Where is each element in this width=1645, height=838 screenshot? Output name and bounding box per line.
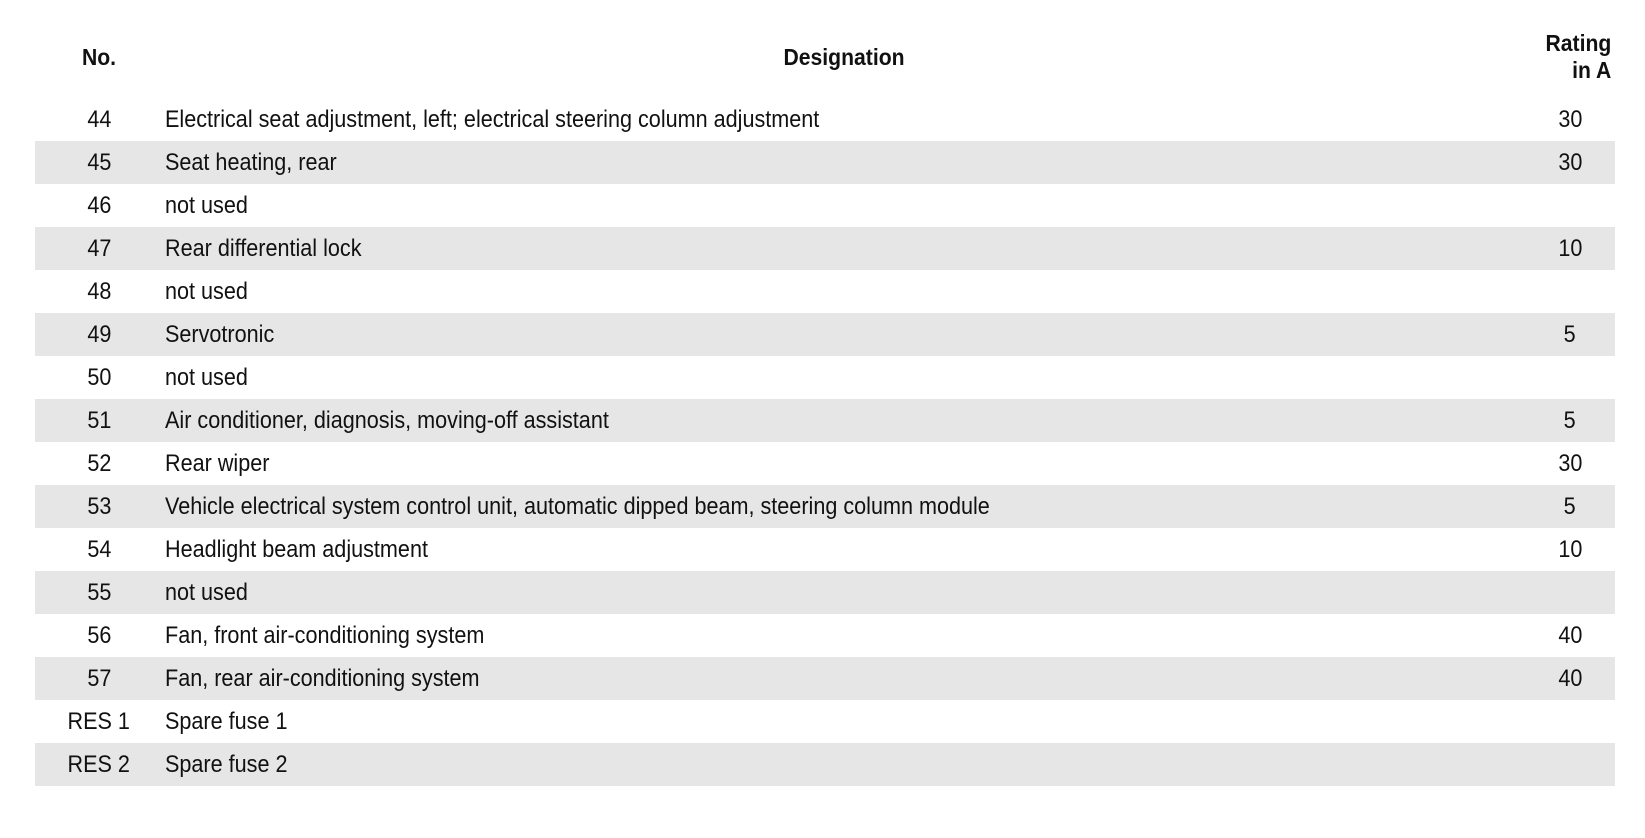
table-row (35, 657, 1615, 700)
fuse-rating: 40 (1557, 621, 1583, 649)
fuse-rating-cell (1525, 657, 1615, 700)
fuse-designation-cell (163, 743, 1525, 786)
table-row (35, 571, 1615, 614)
fuse-designation: Servotronic (165, 320, 275, 348)
fuse-rating-cell (1525, 442, 1615, 485)
fuse-designation-cell (163, 227, 1525, 270)
table-header (35, 30, 1615, 84)
fuse-rating-cell (1525, 528, 1615, 571)
fuse-number: 50 (86, 363, 112, 391)
fuse-number-cell (35, 700, 163, 743)
fuse-number-cell (35, 184, 163, 227)
table-row (35, 184, 1615, 227)
fuse-designation: Rear wiper (165, 449, 270, 477)
fuse-number: 55 (86, 578, 112, 606)
fuse-number-cell (35, 356, 163, 399)
fuse-designation-cell (163, 270, 1525, 313)
table-row (35, 442, 1615, 485)
fuse-number: 44 (86, 105, 112, 133)
table-row (35, 743, 1615, 786)
fuse-number-cell (35, 98, 163, 141)
fuse-number: 56 (86, 621, 112, 649)
fuse-rating-cell (1525, 98, 1615, 141)
table-row (35, 270, 1615, 313)
fuse-number: RES 1 (67, 707, 131, 735)
fuse-rating-cell (1525, 356, 1615, 399)
fuse-designation-cell (163, 141, 1525, 184)
fuse-number: 53 (86, 492, 112, 520)
fuse-designation: Spare fuse 1 (165, 707, 288, 735)
fuse-number: 49 (86, 320, 112, 348)
fuse-rating-cell (1525, 485, 1615, 528)
table-row (35, 700, 1615, 743)
fuse-rating: 5 (1563, 406, 1577, 434)
fuse-rating-cell (1525, 313, 1615, 356)
fuse-number: 47 (86, 234, 112, 262)
fuse-designation-cell (163, 313, 1525, 356)
table-row (35, 485, 1615, 528)
fuse-designation: Fan, rear air-conditioning system (165, 664, 480, 692)
fuse-number-cell (35, 571, 163, 614)
fuse-designation: Spare fuse 2 (165, 750, 288, 778)
fuse-number-cell (35, 270, 163, 313)
fuse-rating-cell (1525, 700, 1615, 743)
fuse-designation: not used (165, 191, 248, 219)
fuse-number: 48 (86, 277, 112, 305)
fuse-number: 57 (86, 664, 112, 692)
fuse-designation-cell (163, 485, 1525, 528)
fuse-designation: Vehicle electrical system control unit, automatic dipped beam, steering column module (165, 492, 990, 520)
table-row (35, 399, 1615, 442)
fuse-designation-cell (163, 184, 1525, 227)
fuse-number-cell (35, 614, 163, 657)
fuse-designation-cell (163, 614, 1525, 657)
fuse-designation: Seat heating, rear (165, 148, 337, 176)
fuse-rating-cell (1525, 614, 1615, 657)
fuse-designation-cell (163, 356, 1525, 399)
fuse-rating: 30 (1557, 449, 1583, 477)
fuse-rating: 40 (1557, 664, 1583, 692)
fuse-rating-cell (1525, 184, 1615, 227)
fuse-table (35, 30, 1615, 786)
fuse-number: 52 (86, 449, 112, 477)
fuse-rating: 30 (1557, 148, 1583, 176)
fuse-number-cell (35, 227, 163, 270)
fuse-number-cell (35, 743, 163, 786)
fuse-number-cell (35, 399, 163, 442)
fuse-number: 46 (86, 191, 112, 219)
fuse-number-cell (35, 442, 163, 485)
header-designation: Designation (783, 43, 905, 70)
fuse-number: 45 (86, 148, 112, 176)
fuse-designation: not used (165, 363, 248, 391)
table-row (35, 614, 1615, 657)
fuse-rating-cell (1525, 743, 1615, 786)
fuse-rating: 10 (1557, 535, 1583, 563)
table-row (35, 356, 1615, 399)
fuse-designation-cell (163, 657, 1525, 700)
fuse-designation: Air conditioner, diagnosis, moving-off assistant (165, 406, 609, 434)
fuse-designation-cell (163, 571, 1525, 614)
fuse-designation: not used (165, 578, 248, 606)
fuse-designation-cell (163, 700, 1525, 743)
fuse-rating-cell (1525, 227, 1615, 270)
fuse-number: RES 2 (67, 750, 131, 778)
fuse-rating: 10 (1557, 234, 1583, 262)
fuse-designation: Fan, front air-conditioning system (165, 621, 485, 649)
fuse-rating: 30 (1557, 105, 1583, 133)
fuse-designation-cell (163, 399, 1525, 442)
fuse-rating-cell (1525, 399, 1615, 442)
fuse-rating-cell (1525, 141, 1615, 184)
fuse-designation-cell (163, 442, 1525, 485)
table-row (35, 98, 1615, 141)
table-row (35, 528, 1615, 571)
table-row (35, 141, 1615, 184)
header-rating: Rating in A (1545, 30, 1612, 83)
fuse-designation-cell (163, 98, 1525, 141)
fuse-rating-cell (1525, 270, 1615, 313)
header-spacer (35, 84, 1615, 98)
fuse-number-cell (35, 657, 163, 700)
fuse-number-cell (35, 485, 163, 528)
fuse-number-cell (35, 528, 163, 571)
fuse-number: 51 (86, 406, 112, 434)
fuse-designation: Electrical seat adjustment, left; electrical steering column adjustment (165, 105, 820, 133)
fuse-rating-cell (1525, 571, 1615, 614)
table-row (35, 227, 1615, 270)
fuse-rating: 5 (1563, 492, 1577, 520)
fuse-designation: Headlight beam adjustment (165, 535, 428, 563)
fuse-number-cell (35, 313, 163, 356)
fuse-number-cell (35, 141, 163, 184)
fuse-designation-cell (163, 528, 1525, 571)
fuse-designation: not used (165, 277, 248, 305)
table-body (35, 84, 1615, 786)
fuse-number: 54 (86, 535, 112, 563)
fuse-rating: 5 (1563, 320, 1577, 348)
fuse-designation: Rear differential lock (165, 234, 362, 262)
table-row (35, 313, 1615, 356)
header-no: No. (81, 43, 117, 70)
